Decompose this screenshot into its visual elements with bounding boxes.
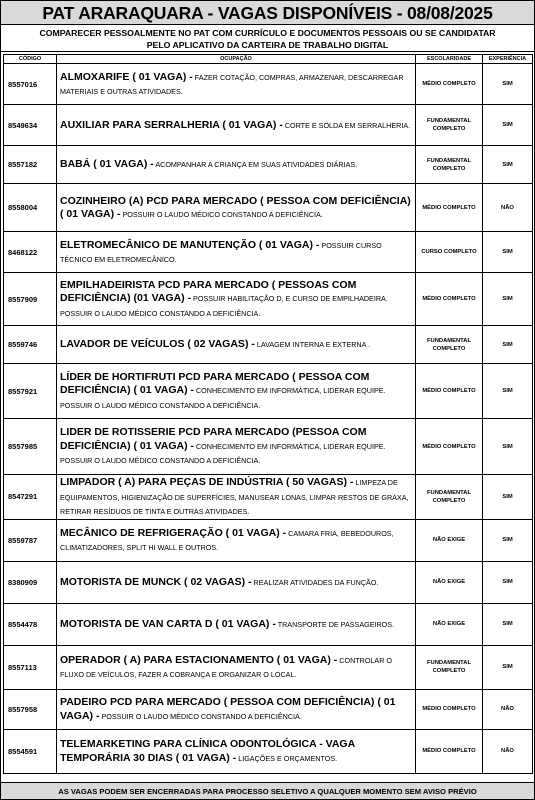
job-code: 8547291	[4, 475, 57, 520]
job-occupation	[57, 64, 416, 105]
job-education: NÃO EXIGE	[416, 603, 483, 645]
job-occupation	[57, 475, 416, 520]
job-occupation	[57, 105, 416, 146]
job-description: TRANSPORTE DE PASSAGEIROS.	[275, 619, 395, 629]
job-experience: SIM	[483, 105, 533, 146]
job-occupation	[57, 364, 416, 419]
instructions	[1, 25, 534, 52]
job-title: MOTORISTA DE MUNCK ( 02 VAGAS) -	[60, 575, 252, 588]
job-experience: SIM	[483, 273, 533, 326]
table-row	[4, 64, 533, 105]
job-code: 8549634	[4, 105, 57, 146]
job-education: NÃO EXIGE	[416, 519, 483, 561]
job-code: 8554478	[4, 603, 57, 645]
vacancies-table	[3, 54, 533, 774]
job-description: REALIZAR ATIVIDADES DA FUNÇÃO.	[251, 577, 379, 587]
table-row	[4, 419, 533, 475]
table-row	[4, 603, 533, 645]
job-title: LAVADOR DE VEÍCULOS ( 02 VAGAS) -	[60, 338, 255, 351]
job-code: 8557921	[4, 364, 57, 419]
job-experience: SIM	[483, 419, 533, 475]
job-description: CAMARA FRIA, BEBEDOUROS, CLIMATIZADORES, SPLIT HI WALL E OUTROS.	[60, 528, 394, 552]
job-education: MÉDIO COMPLETO	[416, 364, 483, 419]
table-row	[4, 184, 533, 232]
job-title: ELETROMECÂNICO DE MANUTENÇÃO ( 01 VAGA) -	[60, 238, 320, 251]
job-occupation	[57, 561, 416, 603]
job-education: MÉDIO COMPLETO	[416, 729, 483, 773]
job-occupation	[57, 689, 416, 729]
table-row	[4, 146, 533, 184]
job-experience: SIM	[483, 146, 533, 184]
job-description: LIGAÇÕES E ORÇAMENTOS.	[236, 753, 338, 763]
table-row	[4, 475, 533, 520]
header-occupation: OCUPAÇÃO	[57, 55, 416, 64]
job-code: 8559787	[4, 519, 57, 561]
job-education: NÃO EXIGE	[416, 561, 483, 603]
job-code: 8557958	[4, 689, 57, 729]
job-description: CONHECIMENTO EM INFORMÁTICA, LIDERAR EQUIPE. POSSUIR O LAUDO MÉDICO CONSTANDO A DEFICIÊNCIA.	[60, 386, 386, 410]
job-experience: SIM	[483, 326, 533, 364]
job-occupation	[57, 645, 416, 689]
job-title: LIMPADOR ( A) PARA PEÇAS DE INDÚSTRIA ( 50 VAGAS) -	[60, 476, 354, 488]
header-experience: EXPERIÊNCIA	[483, 55, 533, 64]
job-experience: NÃO	[483, 184, 533, 232]
job-education: MÉDIO COMPLETO	[416, 184, 483, 232]
job-code: 8554591	[4, 729, 57, 773]
table-row	[4, 326, 533, 364]
job-title: AUXILIAR PARA SERRALHERIA ( 01 VAGA) -	[60, 118, 283, 131]
table-row	[4, 105, 533, 146]
job-experience: SIM	[483, 232, 533, 273]
job-description: POSSUIR CURSO TÉCNICO EM ELETROMECÂNICO.	[60, 240, 382, 264]
job-title: BABÁ ( 01 VAGA) -	[60, 158, 154, 171]
job-title: MECÂNICO DE REFRIGERAÇÃO ( 01 VAGA) -	[60, 526, 287, 539]
job-title: OPERADOR ( A) PARA ESTACIONAMENTO ( 01 VAGA) -	[60, 653, 338, 666]
job-education: MÉDIO COMPLETO	[416, 419, 483, 475]
job-description: POSSUIR O LAUDO MÉDICO CONSTANDO A DEFICIÊNCIA.	[120, 210, 323, 219]
job-experience: SIM	[483, 364, 533, 419]
job-title: LIDER DE ROTISSERIE PCD PARA MERCADO (PESSOA COM DEFICIÊNCIA) ( 01 VAGA) -	[60, 426, 367, 452]
page-title: PAT ARARAQUARA - VAGAS DISPONÍVEIS - 08/08/2025	[1, 1, 534, 25]
job-code: 8557113	[4, 645, 57, 689]
job-occupation	[57, 419, 416, 475]
job-title: LÍDER DE HORTIFRUTI PCD PARA MERCADO ( PESSOA COM DEFICIÊNCIA) ( 01 VAGA) -	[60, 370, 370, 397]
job-title: ALMOXARIFE ( 01 VAGA) -	[60, 70, 193, 83]
job-code: 8558004	[4, 184, 57, 232]
job-occupation	[57, 326, 416, 364]
job-occupation	[57, 729, 416, 773]
job-description: LAVAGEM INTERNA E EXTERNA .	[254, 340, 371, 350]
job-description: CORTE E SOLDA EM SERRALHERIA.	[282, 120, 411, 130]
job-description: POSSUIR O LAUDO MÉDICO CONSTANDO A DEFICIÊNCIA.	[99, 711, 302, 721]
job-title: EMPILHADEIRISTA PCD PARA MERCADO ( PESSOAS COM DEFICIÊNCIA) (01 VAGA) -	[60, 278, 357, 305]
job-experience: NÃO	[483, 729, 533, 773]
table-row	[4, 689, 533, 729]
table-row	[4, 364, 533, 419]
job-experience: NÃO	[483, 689, 533, 729]
disclaimer-footer: AS VAGAS PODEM SER ENCERRADAS PARA PROCESSO SELETIVO A QUALQUER MOMENTO SEM AVISO PRÉVIO	[1, 782, 534, 799]
job-code: 8557909	[4, 273, 57, 326]
job-occupation	[57, 273, 416, 326]
job-education: FUNDAMENTAL COMPLETO	[416, 105, 483, 146]
job-experience: SIM	[483, 475, 533, 520]
job-education: FUNDAMENTAL COMPLETO	[416, 326, 483, 364]
job-code: 8559746	[4, 326, 57, 364]
job-education: CURSO COMPLETO	[416, 232, 483, 273]
job-description: POSSUIR HABILITAÇÃO D, E CURSO DE EMPILHADEIRA. POSSUIR O LAUDO MÉDICO CONSTANDO A DEFICIÊNCIA.	[60, 294, 388, 318]
table-header-row	[4, 55, 533, 64]
job-description: LIMPEZA DE EQUIPAMENTOS, HIGIENIZAÇÃO DE SUPERFÍCIES, MANUSEAR LONAS, LIMPAR RESTOS DE GRAXA, RETIRAR RESÍDUOS DE TINTA E OUTRAS ATIVIDADES.	[60, 478, 409, 516]
job-code: 8557985	[4, 419, 57, 475]
job-code: 8380909	[4, 561, 57, 603]
job-education: MÉDIO COMPLETO	[416, 689, 483, 729]
table-row	[4, 645, 533, 689]
job-occupation	[57, 146, 416, 184]
job-experience: SIM	[483, 645, 533, 689]
job-education: FUNDAMENTAL COMPLETO	[416, 645, 483, 689]
job-education: FUNDAMENTAL COMPLETO	[416, 475, 483, 520]
header-code: CÓDIGO	[4, 55, 57, 64]
job-occupation	[57, 603, 416, 645]
job-description: FAZER COTAÇÃO, COMPRAS, ARMAZENAR, DESCARREGAR MATERIAIS E OUTRAS ATIVIDADES.	[60, 72, 404, 96]
job-code: 8468122	[4, 232, 57, 273]
table-row	[4, 519, 533, 561]
job-description: CONHECIMENTO EM INFORMÁTICA, LIDERAR EQUIPE. POSSUIR O LAUDO MÉDICO CONSTANDO A DEFICIÊNCIA.	[60, 441, 386, 466]
job-education: FUNDAMENTAL COMPLETO	[416, 146, 483, 184]
job-experience: SIM	[483, 519, 533, 561]
table-row	[4, 729, 533, 773]
job-code: 8557016	[4, 64, 57, 105]
table-row	[4, 273, 533, 326]
job-education: MÉDIO COMPLETO	[416, 64, 483, 105]
header-education: ESCOLARIDADE	[416, 55, 483, 64]
job-education: MÉDIO COMPLETO	[416, 273, 483, 326]
job-description: ACOMPANHAR A CRIANÇA EM SUAS ATIVIDADES DIÁRIAS.	[153, 160, 358, 170]
job-occupation	[57, 232, 416, 273]
job-description: CONTROLAR O FLUXO DE VEÍCULOS, FAZER A COBRANÇA E ORGANIZAR O LOCAL.	[60, 655, 393, 679]
job-experience: SIM	[483, 561, 533, 603]
job-title: MOTORISTA DE VAN CARTA D ( 01 VAGA) -	[60, 617, 276, 630]
table-row	[4, 561, 533, 603]
instructions-line-1: COMPARECER PESSOALMENTE NO PAT COM CURRÍCULO E DOCUMENTOS PESSOAIS OU SE CANDIDATAR	[39, 28, 496, 38]
job-code: 8557182	[4, 146, 57, 184]
job-occupation	[57, 184, 416, 232]
instructions-line-2: PELO APLICATIVO DA CARTEIRA DE TRABALHO DIGITAL	[146, 40, 389, 50]
job-experience: SIM	[483, 64, 533, 105]
job-title: COZINHEIRO (A) PCD PARA MERCADO ( PESSOA COM DEFICIÊNCIA) ( 01 VAGA) -	[60, 194, 411, 220]
job-title: TELEMARKETING PARA CLÍNICA ODONTOLÓGICA - VAGA TEMPORÁRIA 30 DIAS ( 01 VAGA) -	[60, 738, 355, 764]
table-row	[4, 232, 533, 273]
job-title: PADEIRO PCD PARA MERCADO ( PESSOA COM DEFICIÊNCIA) ( 01 VAGA) -	[60, 696, 396, 722]
job-experience: SIM	[483, 603, 533, 645]
job-occupation	[57, 519, 416, 561]
